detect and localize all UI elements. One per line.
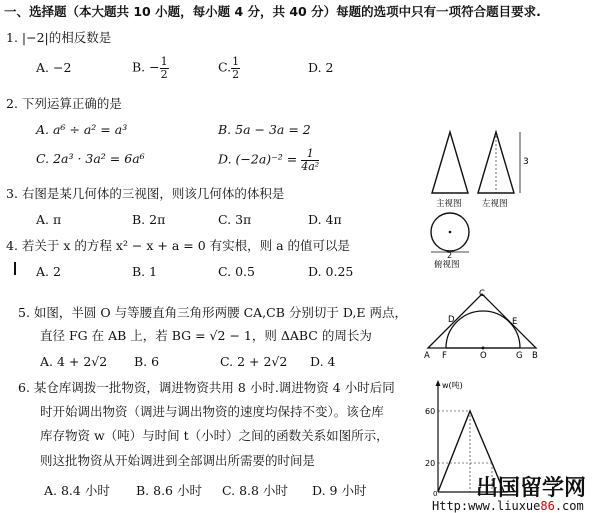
tick-20: 20 xyxy=(425,459,436,468)
q6-number: 6. xyxy=(18,380,30,395)
q3-text: 右图是某几何体的三视图，则该几何体的体积是 xyxy=(21,186,285,201)
q1-option-c-fraction xyxy=(231,56,240,80)
tick-60: 60 xyxy=(425,407,436,416)
label-d: D xyxy=(448,315,455,325)
top-view-label: 俯视图 xyxy=(434,260,460,268)
q2-option-b: B. 5a − 3a = 2 xyxy=(218,122,311,137)
watermark-site: 出国留学网 xyxy=(476,476,587,501)
q5-number: 5. xyxy=(18,305,30,320)
q1-option-d: D. 2 xyxy=(308,60,334,75)
y-axis-arrow xyxy=(436,380,441,386)
watermark-url-suffix: .com xyxy=(554,499,584,513)
q2-text: 下列运算正确的是 xyxy=(21,96,122,111)
q6-line-1 xyxy=(18,382,395,395)
q1-option-c xyxy=(218,56,240,80)
q1-text: 的相反数是 xyxy=(48,30,112,45)
label-o: O xyxy=(480,351,487,360)
q6-text-1: 某仓库调拨一批物资，调进物资共用 8 小时.调进物资 4 小时后同 xyxy=(33,380,395,395)
frac-den: 4a² xyxy=(301,159,320,173)
origin-label: 0 xyxy=(433,490,438,496)
q5-text-1: 如图，半圆 O 与等腰直角三角形两腰 CA,CB 分别切于 D,E 两点， xyxy=(33,305,408,320)
q6-option-b: B. 8.6 小时 xyxy=(136,483,202,498)
q6-option-a: A. 8.4 小时 xyxy=(44,483,110,498)
watermark-url xyxy=(432,500,584,512)
q3-option-d: D. 4π xyxy=(308,212,342,227)
label-a: A xyxy=(424,351,430,360)
q5-line-2: 直径 FG 在 AB 上，若 BG = √2 − 1，则 ΔABC 的周长为 xyxy=(40,328,372,343)
q1-stem xyxy=(6,32,111,45)
q1-option-c-prefix: C. xyxy=(218,59,232,75)
q6-line-3: 库存物资 w（吨）与时间 t（小时）之间的函数关系如图所示， xyxy=(40,428,389,443)
q1-option-b-prefix: B. − xyxy=(132,59,160,75)
q5-option-b: B. 6 xyxy=(134,354,160,369)
height-label: 3 xyxy=(523,157,529,167)
q4-option-a: A. 2 xyxy=(36,264,61,279)
three-view-figure xyxy=(428,128,530,268)
q2-option-c: C. 2a³ · 3a² = 6a⁶ xyxy=(36,151,145,166)
q2-stem xyxy=(6,98,122,111)
q5-option-a: A. 4 + 2√2 xyxy=(40,354,108,369)
label-b: B xyxy=(532,351,538,360)
watermark-url-number: 86 xyxy=(540,499,555,513)
q3-number: 3. xyxy=(6,186,18,201)
q3-option-a: A. π xyxy=(36,212,62,227)
front-view-triangle xyxy=(432,132,468,193)
q1-abs: |−2| xyxy=(21,30,49,45)
q3-option-b: B. 2π xyxy=(132,212,166,227)
q2-option-d-fraction xyxy=(301,148,319,172)
frac-num: 1 xyxy=(232,55,240,68)
semicircle-o xyxy=(446,311,520,348)
q4-text: 若关于 x 的方程 x² − x + a = 0 有实根，则 a 的值可以是 xyxy=(21,238,351,253)
q5-option-c: C. 2 + 2√2 xyxy=(220,354,288,369)
point-o-dot xyxy=(482,347,485,350)
margin-mark xyxy=(14,262,16,275)
q1-number: 1. xyxy=(6,30,18,45)
label-g: G xyxy=(516,351,523,360)
circle-center xyxy=(449,231,452,234)
q4-option-d: D. 0.25 xyxy=(308,264,354,279)
frac-num: 1 xyxy=(160,55,168,68)
semicircle-triangle-figure xyxy=(424,288,542,360)
watermark-url-main: www.liuxue xyxy=(468,499,541,513)
q3-option-c: C. 3π xyxy=(218,212,252,227)
side-view-label: 左视图 xyxy=(482,199,508,209)
q6-option-d: D. 9 小时 xyxy=(312,483,367,498)
q1-option-a: A. −2 xyxy=(36,60,72,75)
q2-option-d xyxy=(218,148,319,172)
q4-stem xyxy=(6,240,350,253)
q5-option-d: D. 4 xyxy=(310,354,336,369)
q6-option-c: C. 8.8 小时 xyxy=(222,483,288,498)
frac-num: 1 xyxy=(301,148,319,161)
q1-option-b xyxy=(132,56,169,80)
section-header: 一、选择题（本大题共 10 小题，每小题 4 分，共 40 分）每题的选项中只有一项符合题目要求. xyxy=(4,4,541,19)
label-f: F xyxy=(442,351,447,360)
label-c: C xyxy=(479,289,485,299)
q4-number: 4. xyxy=(6,238,18,253)
y-axis-label: w(吨) xyxy=(442,381,463,390)
q6-line-4: 则这批物资从开始调进到全部调出所需要的时间是 xyxy=(40,453,316,468)
q3-stem xyxy=(6,188,284,201)
q6-line-2: 时开始调出物资（调进与调出物资的速度均保持不变）。该仓库 xyxy=(40,404,384,419)
frac-den: 2 xyxy=(232,67,240,81)
q1-option-b-fraction xyxy=(160,56,169,80)
q4-option-c: C. 0.5 xyxy=(218,264,255,279)
q5-line-1 xyxy=(18,307,407,320)
q4-option-b: B. 1 xyxy=(132,264,158,279)
frac-den: 2 xyxy=(160,67,168,81)
watermark-url-prefix: Http: xyxy=(432,499,469,513)
q2-number: 2. xyxy=(6,96,18,111)
label-e: E xyxy=(512,317,518,327)
front-view-label: 主视图 xyxy=(436,199,462,209)
q2-option-d-prefix: D. (−2a)⁻² = xyxy=(218,151,298,167)
q2-option-a: A. a⁶ ÷ a² = a³ xyxy=(36,122,128,137)
width-label: 2 xyxy=(447,251,453,260)
